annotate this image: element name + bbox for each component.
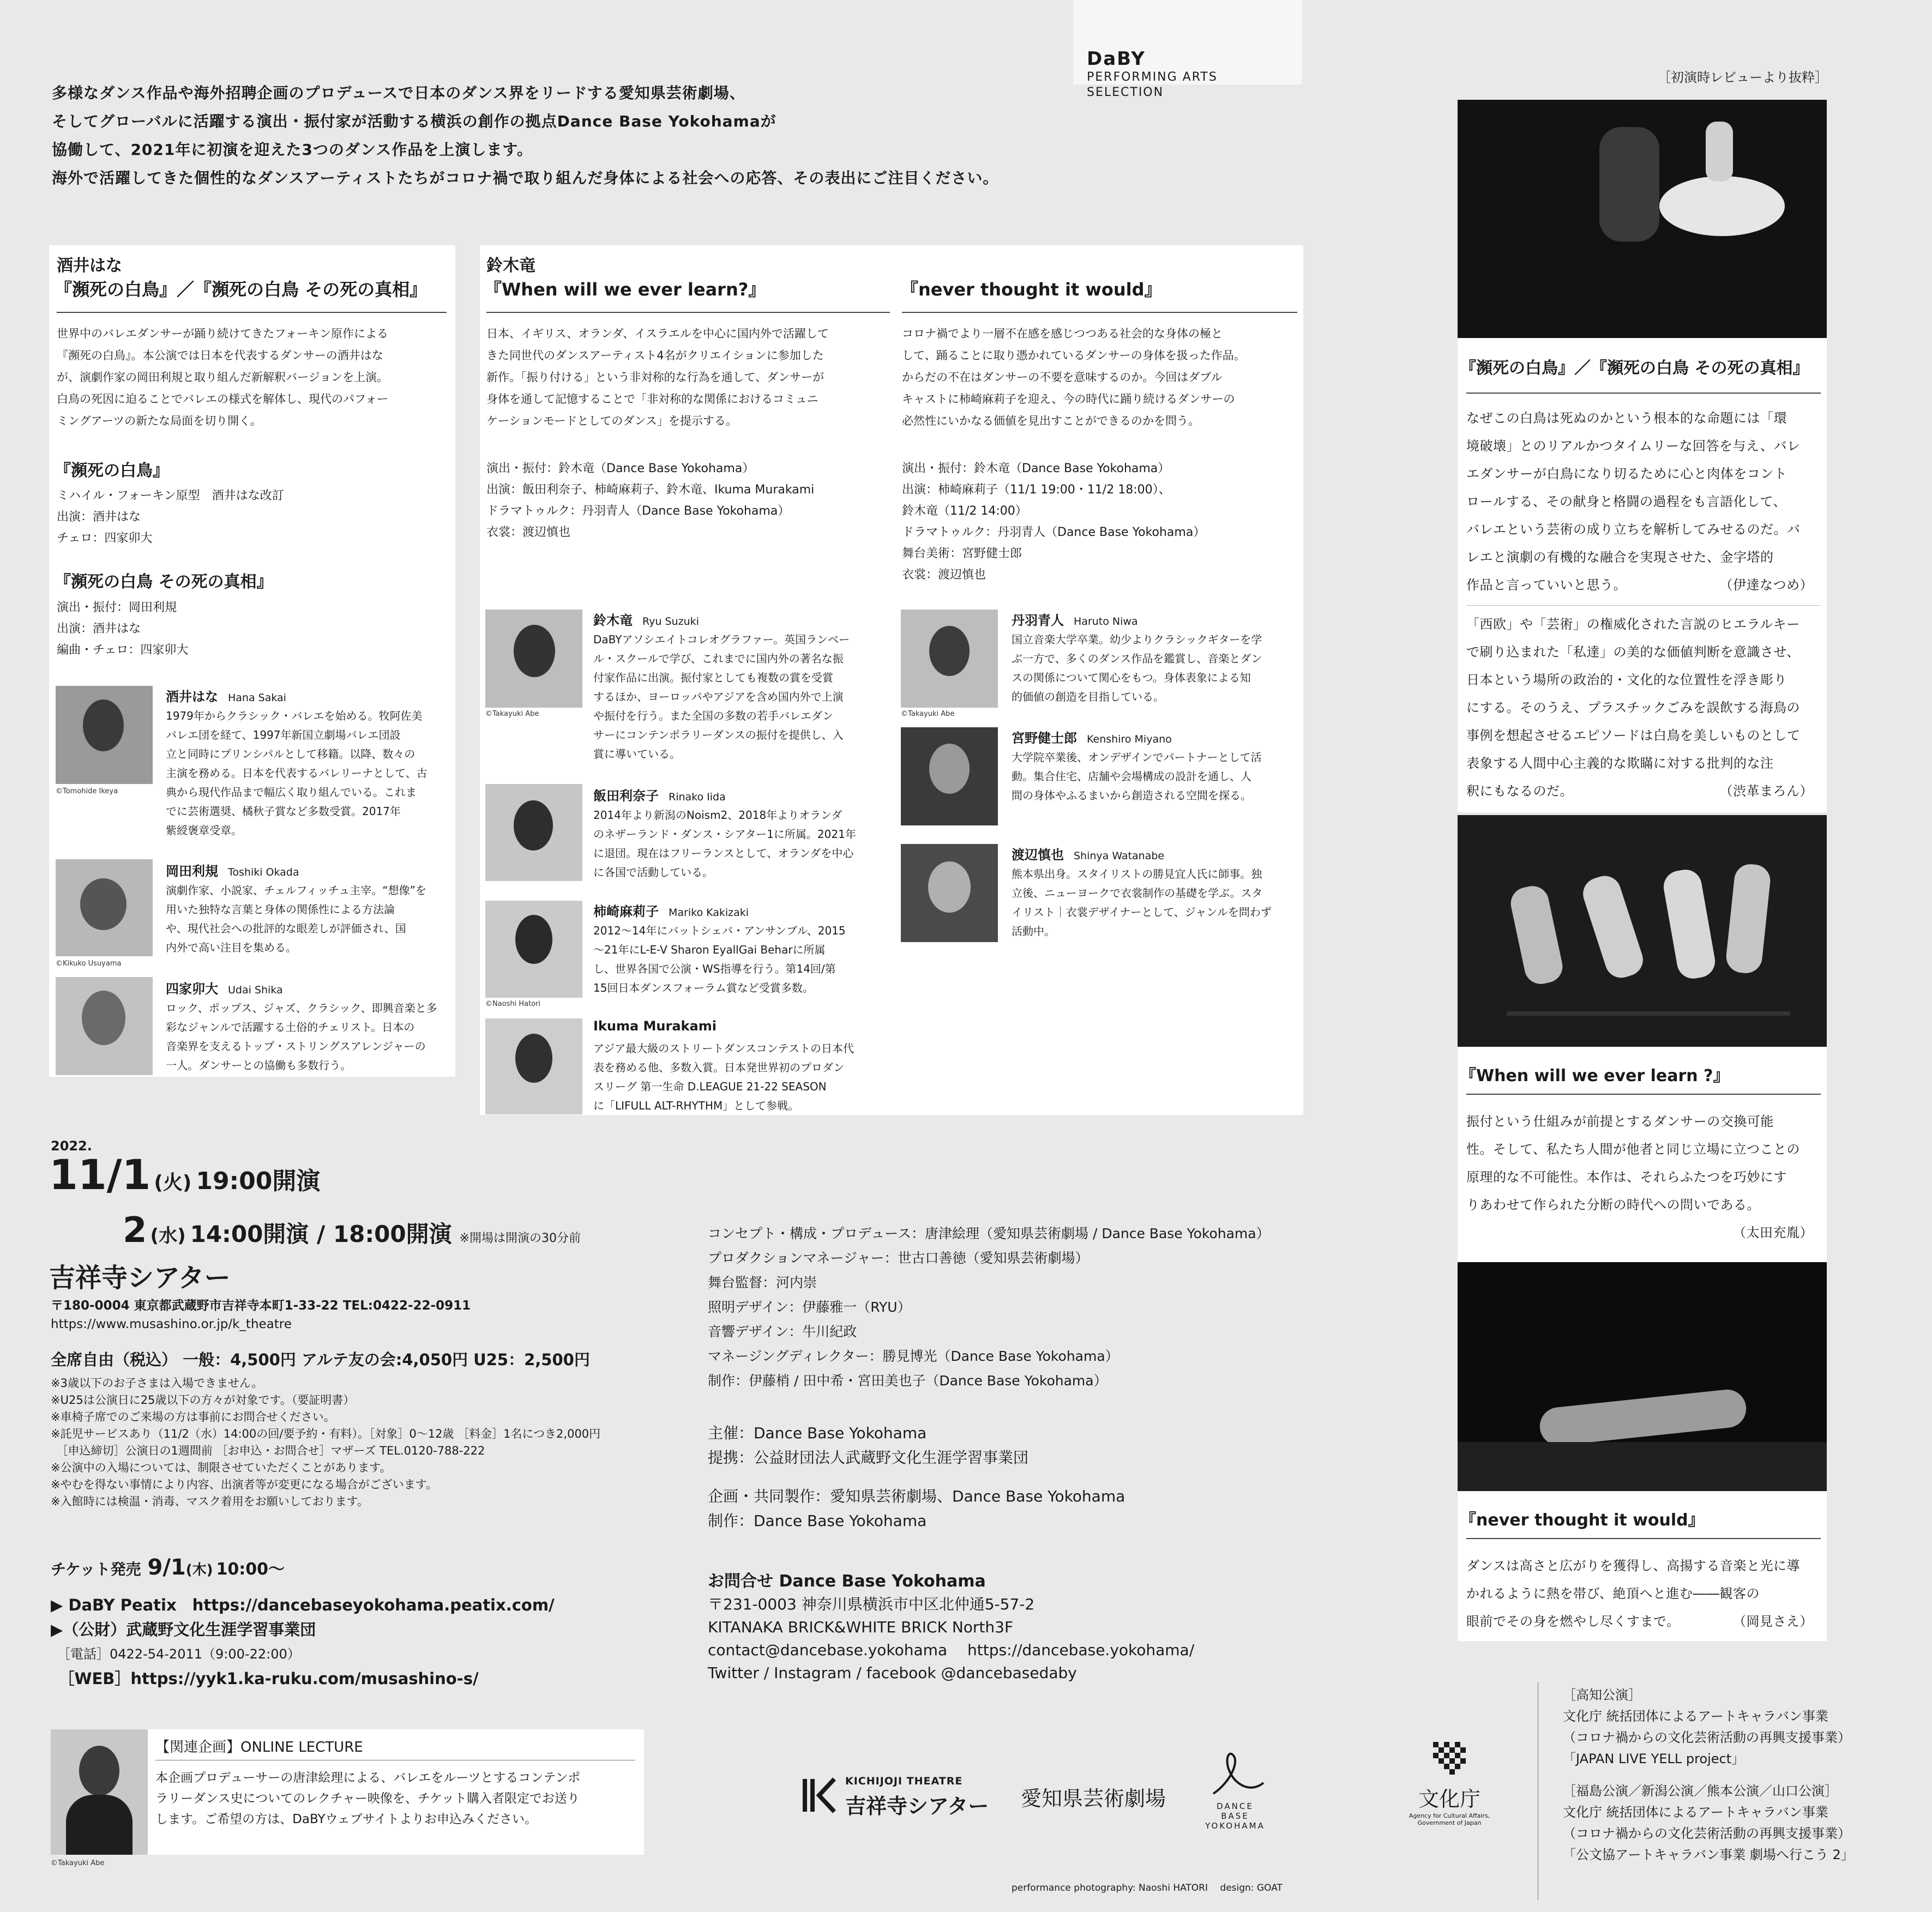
- bio-line: 一人。ダンサーとの協働も多数行う。: [166, 1059, 352, 1072]
- ticket-links: [51, 1593, 555, 1691]
- review-line: バレエという芸術の成り立ちを解析してみせるのだ。バ: [1466, 522, 1801, 537]
- contact-address: 〒231-0003 神奈川県横浜市中区北仲通5-57-2: [708, 1595, 1035, 1613]
- person-name: [166, 978, 283, 997]
- bio-line: に各国で活動している。: [593, 866, 713, 879]
- kichijoji-mark-icon: [802, 1776, 840, 1814]
- name-en: Hana Sakai: [228, 692, 286, 704]
- desc-line: 世界中のバレエダンサーが踊り続けてきたフォーキン原作による: [57, 327, 388, 340]
- staff-line: 照明デザイン：伊藤雅一（RYU）: [708, 1299, 911, 1315]
- kichijoji-en: KICHIJOJI THEATRE: [845, 1775, 963, 1787]
- venue-url[interactable]: https://www.musashino.or.jp/k_theatre: [51, 1317, 292, 1331]
- review-author: （太田充胤）: [1733, 1225, 1813, 1240]
- name-jp: 鈴木竜: [593, 613, 633, 628]
- review-line: 振付という仕組みが前提とするダンサーの交換可能: [1466, 1114, 1774, 1129]
- desc-line: 新作。「振り付ける」という非対称的な行為を通して、ダンサーが: [486, 371, 824, 384]
- bunka-en2: Government of Japan: [1417, 1819, 1482, 1826]
- portrait-photo: [901, 844, 998, 942]
- credit-line: 出演：酒井はな: [57, 622, 141, 636]
- photo-credit: ©Tomohide Ikeya: [56, 787, 118, 795]
- brand-sub1: PERFORMING ARTS: [1087, 70, 1218, 84]
- staff-line: 舞台監督：河内崇: [708, 1275, 817, 1290]
- bio-line: ロック、ポップス、ジャズ、クラシック、即興音楽と多: [166, 1002, 437, 1015]
- divider: [57, 312, 447, 313]
- lecture-line: 本企画プロデューサーの唐津絵理による、バレエをルーツとするコンテンポ: [155, 1771, 581, 1785]
- bio-line: 付家作品に出演。振付家としても複数の賞を受賞: [593, 671, 833, 684]
- note-line: ※3歳以下のお子さまは入場できません。: [51, 1377, 263, 1390]
- person-bio: [593, 1039, 888, 1115]
- venue-name: 吉祥寺シアター: [49, 1263, 231, 1293]
- person-name: [166, 686, 286, 705]
- contact: [708, 1570, 1194, 1685]
- portrait-photo: [901, 610, 998, 708]
- venue-address: [51, 1296, 471, 1334]
- bio-line: ル・スクールで学び、これまでに国内外の著名な振: [593, 652, 844, 665]
- person-name: [1012, 610, 1138, 629]
- address-line: 〒180-0004 東京都武蔵野市吉祥寺本町1-33-22 TEL:0422-22-0911: [51, 1299, 471, 1313]
- bio-line: 主演を務める。日本を代表するバレリーナとして、古: [166, 767, 428, 780]
- review-line: で刷り込まれた「私達」の美的な価値判断を意識させ、: [1466, 644, 1800, 660]
- review-author: （渋革まろん）: [1719, 783, 1813, 799]
- bio-line: 熊本県出身。スタイリストの勝見宜人氏に師事。独: [1012, 867, 1262, 880]
- name-en: Haruto Niwa: [1074, 616, 1138, 628]
- support-line: （コロナ禍からの文化芸術活動の再興支援事業）: [1563, 1826, 1851, 1841]
- person-bio: [166, 881, 452, 957]
- credit-line: 編曲・チェロ：四家卯大: [57, 643, 189, 657]
- credit-line: ミハイル・フォーキン原型 酒井はな改訂: [57, 489, 284, 503]
- review-line: 原理的な不可能性。本作は、それらふたつを巧妙にす: [1466, 1169, 1787, 1185]
- support-info: [1563, 1685, 1923, 1866]
- aichi-logo: 愛知県芸術劇場: [1021, 1787, 1166, 1811]
- bio-line: 立と同時にプリンシパルとして移籍。以降、数々の: [166, 747, 416, 761]
- credit-line: 衣裳：渡辺慎也: [486, 526, 571, 539]
- sakai-sub2-credits: [57, 597, 188, 661]
- photo-credit: ©Takayuki Abe: [485, 710, 539, 718]
- ticket-phone: ［電話］0422-54-2011（9:00-22:00）: [51, 1646, 300, 1662]
- support-line: 「公文協アートキャラバン事業 劇場へ行こう 2」: [1563, 1847, 1854, 1862]
- review-line: かれるように熱を帯び、絶頂へと進む――観客の: [1466, 1586, 1760, 1601]
- photo-credit: ©Naoshi Hatori: [485, 1000, 541, 1008]
- person-bio: [1012, 865, 1301, 941]
- bio-line: 賞に導いている。: [593, 747, 681, 761]
- person-bio: [593, 630, 888, 764]
- bio-line: アジア最大級のストリートダンスコンテストの日本代: [593, 1042, 854, 1055]
- portrait-photo: [901, 727, 998, 825]
- suzuki-name: 鈴木竜: [486, 256, 535, 275]
- review-line: 釈にもなるのだ。: [1466, 783, 1573, 799]
- portrait-photo: [485, 784, 582, 881]
- name-jp: Ikuma Murakami: [593, 1018, 717, 1034]
- brand-logo: [1087, 48, 1218, 100]
- org-line: 制作：Dance Base Yokohama: [708, 1512, 927, 1530]
- bio-line: 表を務める他、多数入賞。日本発世界初のプロダン: [593, 1061, 845, 1074]
- schedule-day1: [49, 1150, 320, 1199]
- credit-line: 出演：飯田利奈子、柿崎麻莉子、鈴木竜、Ikuma Murakami: [486, 483, 815, 497]
- person-name: [166, 860, 299, 879]
- review-body: [1466, 405, 1826, 599]
- day2-dow: (水): [150, 1225, 186, 1247]
- bio-line: 的価値の創造を目指している。: [1012, 690, 1164, 703]
- staff-line: プロダクションマネージャー：世古口善徳（愛知県芸術劇場）: [708, 1250, 1089, 1266]
- day2-date: 2: [123, 1210, 147, 1251]
- support-line: 文化庁 統括団体によるアートキャラバン事業: [1563, 1805, 1828, 1820]
- sakai-desc: [57, 323, 452, 432]
- note-line: ※公演中の入場については、制限させていただくことがあります。: [51, 1461, 392, 1474]
- staff-line: 制作：伊藤梢 / 田中希・宮田美也子（Dance Base Yokohama）: [708, 1373, 1108, 1389]
- review-line: ロールする、その献身と格闘の過程をも言語化して、: [1466, 494, 1787, 509]
- lecture-line: ラリーダンス史についてのレクチャー映像を、チケット購入者限定でお送り: [155, 1792, 580, 1806]
- note-line: ［申込締切］公演日の1週間前 ［お申込・お問合せ］マザーズ TEL.0120-788-222: [51, 1444, 485, 1457]
- support-line: [1563, 1770, 1923, 1781]
- bio-line: サーにコンテンポラリーダンスの振付を提供し、入: [593, 728, 844, 741]
- name-jp: 丹羽青人: [1012, 613, 1064, 628]
- divider: [902, 312, 1297, 313]
- bio-line: 動。集合住宅、店舗や会場構成の設計を通し、人: [1012, 770, 1251, 783]
- note-line: ※入館時には検温・消毒、マスク着用をお願いしております。: [51, 1495, 369, 1508]
- portrait-photo: [485, 1018, 582, 1114]
- bio-line: スリーグ 第一生命 D.LEAGUE 21-22 SEASON: [593, 1080, 827, 1093]
- photo-credit: ©Takayuki Abe: [51, 1859, 105, 1867]
- price: 全席自由（税込） 一般：4,500円 アルテ友の会:4,050円 U25：2,500円: [51, 1350, 590, 1369]
- review-line: 性。そして、私たち人間が他者と同じ立場に立つことの: [1466, 1142, 1801, 1157]
- dby-line3: YOKOHAMA: [1205, 1821, 1265, 1831]
- review-line: 眼前でその身を燃やし尽くすまで。: [1466, 1614, 1680, 1629]
- person-name: [1012, 727, 1172, 746]
- review-card-3: [1458, 1491, 1827, 1641]
- portrait-photo: [56, 686, 153, 784]
- bio-line: するほか、ヨーロッパやアジアを含め国内外で上演: [593, 690, 844, 703]
- review-line: 事例を想起させるエピソードは白鳥を美しいものとして: [1466, 728, 1801, 743]
- bio-line: バレエ団を経て、1997年新国立劇場バレエ団設: [166, 728, 401, 741]
- schedule-year: 2022.: [51, 1138, 92, 1154]
- note-line: ※U25は公演日に25歳以下の方々が対象です。（要証明書）: [51, 1394, 355, 1407]
- contact-building: KITANAKA BRICK&WHITE BRICK North3F: [708, 1618, 1014, 1636]
- person-bio: [166, 707, 452, 840]
- bio-line: DaBYアソシエイトコレオグラファー。英国ランベー: [593, 633, 850, 646]
- day1-dow: (火): [154, 1172, 192, 1194]
- support-line: ［高知公演］: [1563, 1687, 1641, 1703]
- review-title: 『When will we ever learn ?』: [1460, 1066, 1730, 1085]
- bio-line: 演劇作家、小説家、チェルフィッチュ主宰。“想像”を: [166, 884, 426, 897]
- intro-line: 協働して、2021年に初演を迎えた3つのダンス作品を上演します。: [52, 141, 533, 159]
- desc-line: コロナ禍でより一層不在感を感じつつある社会的な身体の極と: [902, 327, 1223, 340]
- bio-line: 内外で高い注目を集める。: [166, 941, 297, 954]
- footer-credit: performance photography: Naoshi HATORI design: GOAT: [1012, 1883, 1283, 1893]
- name-jp: 岡田利規: [166, 864, 218, 879]
- bunka-logo: [1406, 1736, 1493, 1826]
- ticket-release: [51, 1555, 285, 1580]
- bio-line: に退団。現在はフリーランスとして、オランダを中心: [593, 847, 854, 860]
- support-line: ［福島公演／新潟公演／熊本公演／山口公演］: [1563, 1783, 1838, 1799]
- review-author: （伊達なつめ）: [1719, 577, 1813, 593]
- review-title: 『瀕死の白鳥』／『瀕死の白鳥 その死の真相』: [1460, 359, 1809, 378]
- producers: [708, 1484, 1125, 1533]
- bunka-checker-icon: [1428, 1736, 1471, 1780]
- person-bio: [166, 999, 452, 1075]
- portrait-photo: [485, 610, 582, 708]
- name-en: Kenshiro Miyano: [1087, 733, 1172, 745]
- staff-line: コンセプト・構成・プロデュース：唐津絵理（愛知県芸術劇場 / Dance Base Yokohama）: [708, 1226, 1270, 1241]
- ticket-label: チケット発売: [51, 1560, 141, 1578]
- person-bio: [1012, 630, 1301, 707]
- bio-line: し、世界各国で公演・WS指導を行う。第14回/第: [593, 962, 836, 975]
- support-line: （コロナ禍からの文化芸術活動の再興支援事業）: [1563, 1730, 1851, 1745]
- lecturer-photo: [51, 1729, 148, 1855]
- desc-line: が、演劇作家の岡田利規と取り組んだ新解釈バージョンを上演。: [57, 371, 389, 384]
- lecture-body: [155, 1768, 641, 1830]
- review-author: （岡見さえ）: [1733, 1614, 1813, 1629]
- note-line: ※やむを得ない事情により内容、出演者等が変更になる場合がございます。: [51, 1478, 437, 1491]
- contact-social[interactable]: Twitter / Instagram / facebook @dancebasedaby: [708, 1664, 1077, 1682]
- divider: [1466, 1538, 1821, 1539]
- bio-line: 彩なジャンルで活躍する土俗的チェリスト。日本の: [166, 1021, 415, 1034]
- bio-line: 15回日本ダンスフォーラム賞など受賞多数。: [593, 981, 814, 994]
- divider: [1466, 605, 1821, 606]
- review-line: なぜこの白鳥は死ぬのかという根本的な命題には「環: [1466, 411, 1787, 426]
- dby-mark-icon: [1202, 1750, 1268, 1799]
- lecture-line: します。ご希望の方は、DaBYウェブサイトよりお申込みください。: [155, 1812, 538, 1826]
- lecture-title: 【関連企画】ONLINE LECTURE: [155, 1739, 363, 1756]
- bio-line: 1979年からクラシック・バレエを始める。牧阿佐美: [166, 709, 423, 722]
- work2-title: 『never thought it would』: [901, 279, 1162, 300]
- note-line: ※託児サービスあり（11/2（水）14:00の回/要予約・有料）。［対象］0～12歳 ［料金］1名につき2,000円: [51, 1427, 601, 1440]
- bio-line: 音楽界を支えるトップ・ストリングスアレンジャーの: [166, 1040, 426, 1053]
- credit-line: ドラマトゥルク：丹羽青人（Dance Base Yokohama）: [486, 504, 790, 518]
- day1-date: 11/1: [49, 1150, 151, 1199]
- credit-line: 舞台美術：宮野健士郎: [902, 547, 1022, 560]
- ticket-link-peatix[interactable]: ▶ DaBY Peatix https://dancebaseyokohama.peatix.com/: [51, 1596, 555, 1614]
- divider: [1466, 393, 1821, 394]
- ticket-time: 10:00～: [216, 1560, 285, 1579]
- performance-photo-swan: [1458, 100, 1827, 338]
- name-jp: 宮野健士郎: [1012, 731, 1077, 746]
- intro-line: 多様なダンス作品や海外招聘企画のプロデュースで日本のダンス界をリードする愛知県芸術劇場、: [52, 84, 745, 102]
- work1-title: 『When will we ever learn?』: [484, 279, 766, 300]
- review-line: 日本という場所の政治的・文化的な位置性を浮き彫り: [1466, 672, 1787, 687]
- org-line: 企画・共同製作：愛知県芸術劇場、Dance Base Yokohama: [708, 1487, 1126, 1505]
- person-name: [593, 610, 699, 629]
- credit-line: 衣裳：渡辺慎也: [902, 568, 986, 582]
- contact-email-url[interactable]: contact@dancebase.yokohama https://dancebase.yokohama/: [708, 1641, 1195, 1659]
- review-body: [1466, 1108, 1826, 1247]
- staff-credits: [708, 1221, 1270, 1393]
- bio-line: 2012～14年にバットシェバ・アンサンブル、2015: [593, 924, 846, 937]
- desc-line: して、踊ることに取り憑かれているダンサーの身体を扱った作品。: [902, 349, 1245, 362]
- work2-credits: [902, 458, 1205, 586]
- name-en: Ryu Suzuki: [642, 616, 699, 628]
- bio-line: 国立音楽大学卒業。幼少よりクラシックギターを学: [1012, 633, 1262, 646]
- desc-line: きた同世代のダンスアーティスト4名がクリエイションに参加した: [486, 349, 824, 362]
- intro-line: そしてグローバルに活躍する演出・振付家が活動する横浜の創作の拠点Dance Base Yokohamaが: [52, 112, 777, 130]
- work1-credits: [486, 458, 814, 543]
- support-line: 「JAPAN LIVE YELL project」: [1563, 1751, 1745, 1766]
- work2-desc: [902, 323, 1300, 432]
- desc-line: 『瀕死の白鳥』。本公演では日本を代表するダンサーの酒井はな: [57, 349, 383, 362]
- day2-note: ※開場は開演の30分前: [459, 1232, 581, 1245]
- support-line: 文化庁 統括団体によるアートキャラバン事業: [1563, 1709, 1828, 1724]
- credit-line: チェロ：四家卯大: [57, 532, 153, 545]
- photo-credit: ©Takayuki Abe: [901, 710, 955, 718]
- credit-line: 出演：柿崎麻莉子（11/1 19:00・11/2 18:00）、: [902, 483, 1171, 497]
- dby-logo: [1200, 1750, 1271, 1831]
- bio-line: 紫綬褒章受章。: [166, 824, 242, 837]
- review-label: ［初演時レビューより抜粋］: [1658, 70, 1828, 85]
- sakai-sub1: 『瀕死の白鳥』: [55, 461, 169, 480]
- org-line: 提携：公益財団法人武蔵野文化生涯学習事業団: [708, 1449, 1029, 1467]
- name-jp: 飯田利奈子: [593, 788, 659, 804]
- intro-text: [52, 79, 1088, 192]
- review-line: 「西欧」や「芸術」の権威化された言説のヒエラルキー: [1466, 617, 1800, 632]
- staff-line: マネージングディレクター：勝見博光（Dance Base Yokohama）: [708, 1348, 1119, 1364]
- sakai-title: 『瀕死の白鳥』／『瀕死の白鳥 その死の真相』: [55, 279, 428, 300]
- note-line: ※車椅子席でのご来場の方は事前にお問合せください。: [51, 1410, 335, 1424]
- credit-line: 演出・振付：岡田利規: [57, 601, 177, 614]
- org-line: 主催：Dance Base Yokohama: [708, 1424, 927, 1442]
- bunka-en1: Agency for Cultural Affairs,: [1409, 1812, 1490, 1819]
- divider: [1466, 1094, 1821, 1095]
- suzuki-card: [480, 245, 1303, 1115]
- bio-line: 典から現代作品まで幅広く取り組んでいる。これま: [166, 786, 417, 799]
- sakai-name: 酒井はな: [57, 256, 122, 275]
- ticket-date: 9/1: [147, 1555, 186, 1580]
- person-bio: [1012, 748, 1301, 805]
- person-name: [1012, 844, 1164, 863]
- bio-line: でに芸術選奨、橘秋子賞など多数受賞。2017年: [166, 805, 401, 818]
- bio-line: や振付を行う。また全国の多数の若手バレエダン: [593, 709, 834, 722]
- name-en: Udai Shika: [228, 984, 283, 996]
- review-body: [1466, 611, 1826, 805]
- performance-photo-learn: [1458, 815, 1827, 1047]
- desc-line: ミングアーツの新たな局面を切り開く。: [57, 414, 262, 427]
- bio-line: のネザーランド・ダンス・シアター1に所属。2021年: [593, 828, 856, 841]
- review-title: 『never thought it would』: [1460, 1511, 1705, 1530]
- divider: [486, 312, 890, 313]
- name-en: Shinya Watanabe: [1074, 850, 1165, 862]
- sakai-card: [49, 245, 455, 1077]
- ticket-link-web[interactable]: ［WEB］https://yyk1.ka-ruku.com/musashino-s/: [51, 1669, 479, 1688]
- schedule-day2: [123, 1210, 581, 1251]
- kichijoji-jp: 吉祥寺シアター: [845, 1794, 989, 1818]
- work1-desc: [486, 323, 893, 432]
- bio-line: 用いた独特な言葉と身体の関係性による方法論: [166, 903, 395, 916]
- sakai-sub2: 『瀕死の白鳥 その死の真相』: [55, 572, 273, 592]
- organizers: [708, 1421, 1028, 1470]
- desc-line: 日本、イギリス、オランダ、イスラエルを中心に国内外で活躍して: [486, 327, 829, 340]
- name-jp: 四家卯大: [166, 981, 218, 997]
- bunka-name: 文化庁: [1418, 1787, 1480, 1811]
- person-bio: [593, 921, 888, 998]
- desc-line: からだの不在はダンサーの不要を意味するのか。今回はダブル: [902, 371, 1223, 384]
- portrait-photo: [56, 859, 153, 956]
- notes: [51, 1375, 705, 1510]
- credit-line: 演出・振付：鈴木竜（Dance Base Yokohama）: [902, 462, 1170, 475]
- name-en: Mariko Kakizaki: [669, 907, 749, 919]
- credit-line: 出演：酒井はな: [57, 510, 141, 524]
- review-line: 作品と言っていいと思う。: [1466, 577, 1627, 593]
- performance-photo-never: [1458, 1262, 1827, 1491]
- review-card-1: [1458, 338, 1827, 812]
- name-jp: 渡辺慎也: [1012, 847, 1064, 862]
- name-jp: 柿崎麻莉子: [593, 904, 659, 919]
- name-en: Toshiki Okada: [228, 866, 299, 878]
- dby-line1: DANCE: [1217, 1801, 1254, 1811]
- brand-name: DaBY: [1087, 48, 1146, 70]
- bio-line: ぶ一方で、多くのダンス作品を鑑賞し、音楽とダン: [1012, 652, 1262, 665]
- portrait-photo: [485, 901, 582, 998]
- review-line: ダンスは高さと広がりを獲得し、高揚する音楽と光に導: [1466, 1558, 1801, 1573]
- desc-line: キャストに柿崎麻莉子を迎え、今の時代に踊り続けるダンサーの: [902, 393, 1235, 406]
- bio-line: ～21年にL-E-V Sharon EyallGai Beharに所属: [593, 943, 826, 956]
- bio-line: イリスト｜衣裳デザイナーとして、ジャンルを問わず: [1012, 906, 1272, 919]
- credit-line: 鈴木竜（11/2 14:00）: [902, 504, 1027, 518]
- bio-line: 大学院卒業後、オンデザインでパートナーとして活: [1012, 751, 1262, 764]
- lecture-card: [148, 1729, 644, 1855]
- contact-title: お問合せ Dance Base Yokohama: [708, 1572, 986, 1591]
- desc-line: ケーションモードとしてのダンス」を提示する。: [486, 414, 737, 427]
- ticket-dow: (木): [185, 1562, 213, 1578]
- bio-line: 2014年より新潟のNoism2、2018年よりオランダ: [593, 809, 842, 822]
- bio-line: 立後、ニューヨークで衣裳制作の基礎を学ぶ。スタ: [1012, 886, 1263, 900]
- photo-credit: ©Kikuko Usuyama: [56, 960, 122, 968]
- bio-line: 活動中。: [1012, 925, 1055, 938]
- bio-line: スの関係について関心をもつ。身体表象による知: [1012, 671, 1251, 684]
- bio-line: に「LIFULL ALT-RHYTHM」として参戦。: [593, 1099, 799, 1112]
- day1-time: 19:00開演: [196, 1167, 321, 1195]
- desc-line: 必然性にいかなる価値を見出すことができるのかを問う。: [902, 414, 1200, 427]
- desc-line: 白鳥の死因に迫ることでバレエの様式を解体し、現代のパフォー: [57, 393, 388, 406]
- review-line: 表象する人間中心主義的な欺瞞に対する批判的な注: [1466, 756, 1774, 771]
- dby-line2: BASE: [1221, 1811, 1249, 1821]
- staff-line: 音響デザイン：牛川紀政: [708, 1324, 857, 1340]
- review-body: [1466, 1552, 1826, 1636]
- brand-sub2: SELECTION: [1087, 86, 1164, 99]
- name-jp: 酒井はな: [166, 689, 218, 704]
- name-en: Rinako Iida: [669, 791, 726, 803]
- person-name: [593, 1018, 717, 1034]
- person-bio: [593, 806, 888, 882]
- intro-line: 海外で活躍してきた個性的なダンスアーティストたちがコロナ禍で取り組んだ身体による社会への応答、その表出にご注目ください。: [52, 169, 999, 187]
- review-card-2: [1458, 1047, 1827, 1262]
- desc-line: 身体を通して記憶することで「非対称的な関係におけるコミュニ: [486, 393, 818, 406]
- person-name: [593, 785, 726, 804]
- review-line: レエと演劇の有機的な融合を実現させた、金字塔的: [1466, 550, 1774, 565]
- bio-line: や、現代社会への批評的な眼差しが評価され、国: [166, 922, 406, 935]
- day2-time: 14:00開演 / 18:00開演: [190, 1221, 452, 1247]
- credit-line: 演出・振付：鈴木竜（Dance Base Yokohama）: [486, 462, 755, 475]
- sakai-sub1-credits: [57, 485, 284, 549]
- review-line: 境破壊」とのリアルかつタイムリーな回答を与え、バレ: [1466, 438, 1801, 454]
- review-line: りあわせて作られた分断の時代への問いである。: [1466, 1197, 1760, 1213]
- review-line: エダンサーが白鳥になり切るために心と肉体をコント: [1466, 466, 1787, 481]
- bio-line: 間の身体やふるまいから創造される空間を探る。: [1012, 789, 1251, 802]
- review-line: にする。そのうえ、プラスチックごみを誤飲する海鳥の: [1466, 700, 1801, 715]
- portrait-photo: [56, 977, 153, 1075]
- credit-line: ドラマトゥルク：丹羽青人（Dance Base Yokohama）: [902, 526, 1206, 539]
- ticket-org: ▶（公財）武蔵野文化生涯学習事業団: [51, 1620, 316, 1639]
- person-name: [593, 901, 749, 920]
